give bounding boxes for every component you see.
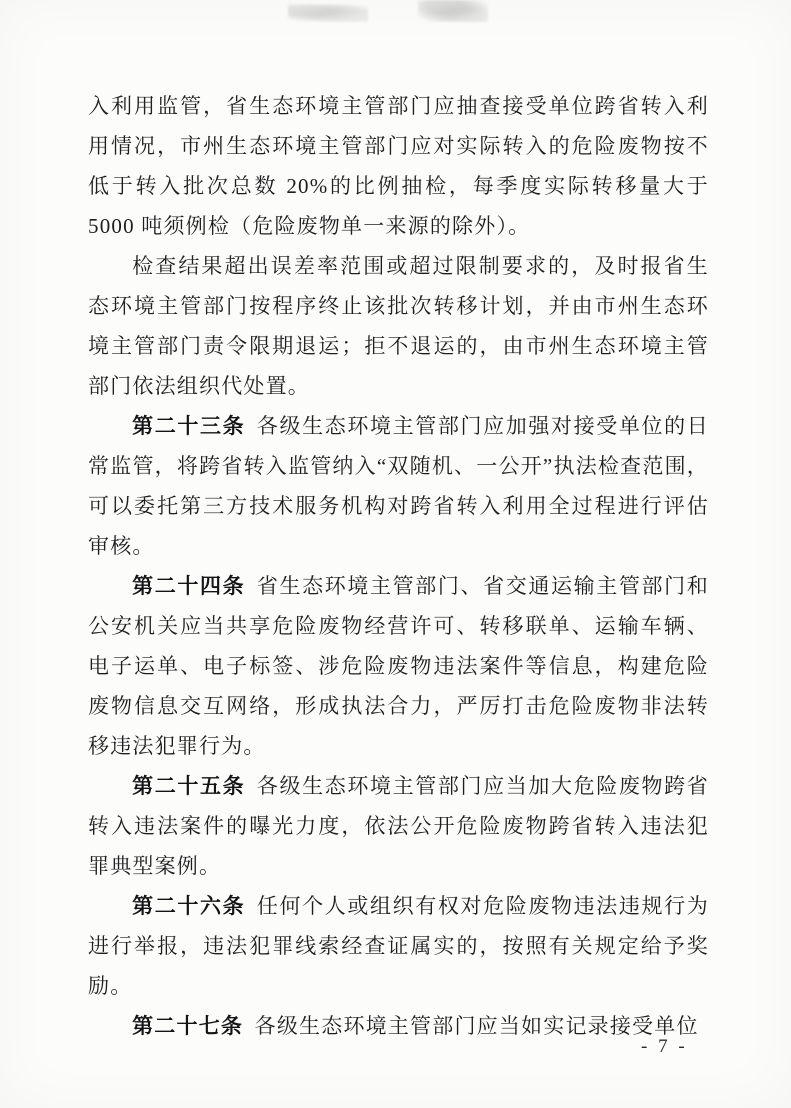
page-number: - 7 - (641, 1036, 688, 1057)
paragraph: 第二十七条 各级生态环境主管部门应当如实记录接受单位 (132, 1014, 699, 1038)
scan-artifact (288, 4, 368, 22)
article-number: 第二十五条 (132, 774, 246, 798)
paragraph: 第二十三条 各级生态环境主管部门应加强对接受单位的日常监管，将跨省转入监管纳入“双随机、一公开”执法检查范围，可以委托第三方技术服务机构对跨省转入利用全过程进行评估审核。 (88, 414, 710, 558)
paragraph: 第二十六条 任何个人或组织有权对危险废物违法违规行为进行举报，违法犯罪线索经查证属实的，按照有关规定给予奖励。 (88, 894, 710, 998)
paragraph: 第二十四条 省生态环境主管部门、省交通运输主管部门和公安机关应当共享危险废物经营许可、转移联单、运输车辆、电子运单、电子标签、涉危险废物违法案件等信息，构建危险废物信息交互网络，形成执法合力，严厉打击危险废物非法转移违法犯罪行为。 (88, 574, 710, 758)
article-number: 第二十七条 (132, 1014, 244, 1038)
scan-artifact (418, 0, 488, 22)
paragraph: 第二十五条 各级生态环境主管部门应当加大危险废物跨省转入违法案件的曝光力度，依法公开危险废物跨省转入违法犯罪典型案例。 (88, 774, 710, 878)
document-body (88, 86, 709, 1046)
paragraph: 入利用监管，省生态环境主管部门应抽查接受单位跨省转入利用情况，市州生态环境主管部门应对实际转入的危险废物按不低于转入批次总数 20%的比例抽检，每季度实际转移量大于 5000 吨须例检（危险废物单一来源的除外）。 (88, 94, 709, 238)
article-number: 第二十六条 (132, 894, 246, 918)
article-number: 第二十四条 (132, 574, 246, 598)
article-number: 第二十三条 (132, 414, 246, 438)
paragraph: 检查结果超出误差率范围或超过限制要求的，及时报省生态环境主管部门按程序终止该批次转移计划，并由市州生态环境主管部门责令限期退运；拒不退运的，由市州生态环境主管部门依法组织代处置。 (88, 254, 709, 398)
